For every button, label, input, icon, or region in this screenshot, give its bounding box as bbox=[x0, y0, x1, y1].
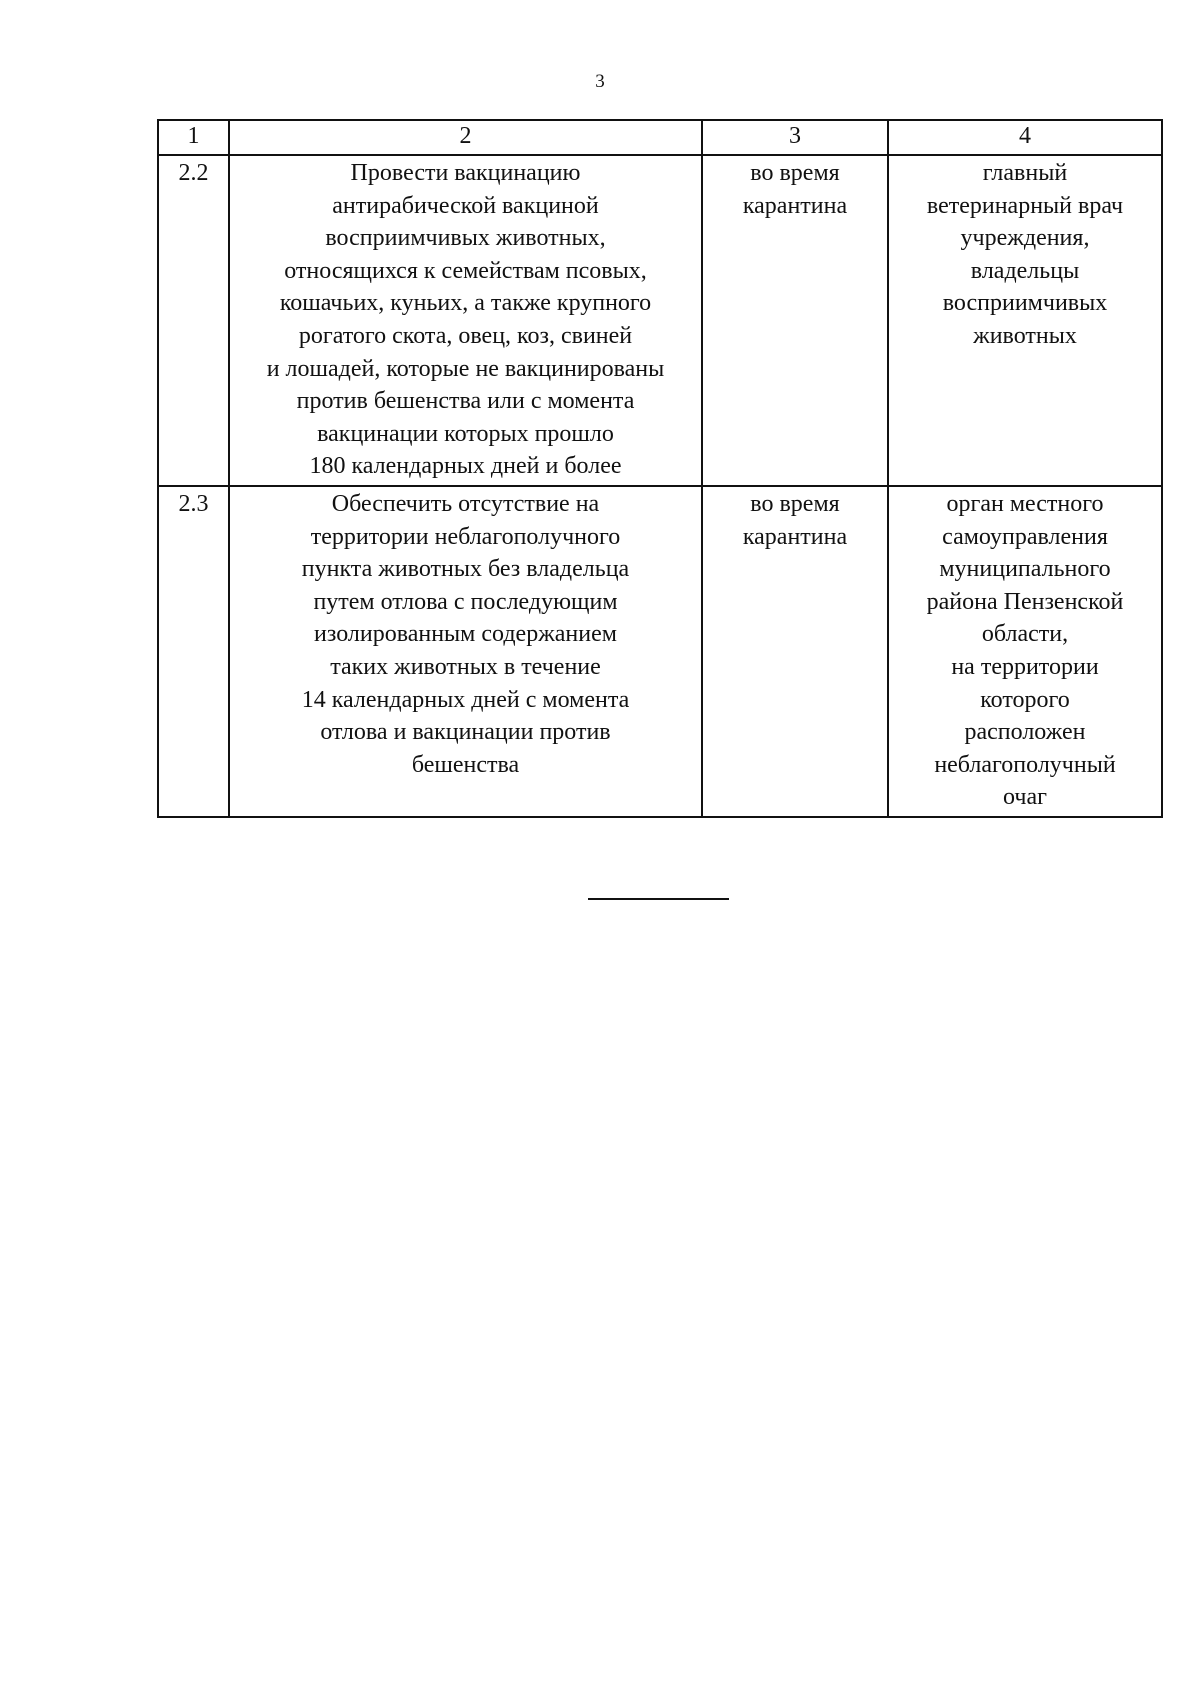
responsible-line: на территории bbox=[951, 653, 1099, 680]
activity-line: 180 календарных дней и более bbox=[309, 453, 622, 480]
measures-table bbox=[157, 119, 1163, 818]
responsible-line: ветеринарный врач bbox=[926, 192, 1124, 219]
activity-line: антирабической вакциной bbox=[332, 192, 599, 219]
deadline-line: во время bbox=[750, 160, 840, 186]
page-number: 3 bbox=[595, 71, 605, 92]
deadline-cell bbox=[702, 486, 888, 817]
responsible-line: орган местного bbox=[946, 490, 1104, 517]
activity-line: и лошадей, которые не вакцинированы bbox=[266, 355, 665, 382]
activity-line: бешенства bbox=[411, 751, 520, 778]
activity-line: против бешенства или с момента bbox=[296, 388, 635, 415]
table-row bbox=[158, 486, 1162, 817]
responsible-line: главный bbox=[982, 160, 1068, 186]
end-of-document-rule bbox=[588, 898, 729, 900]
responsible-line: расположен bbox=[964, 719, 1086, 746]
activity-line: пункта животных без владельца bbox=[301, 556, 630, 583]
activity-line: Провести вакцинацию bbox=[350, 160, 581, 186]
header-column-1: 1 bbox=[158, 120, 229, 155]
responsible-line: восприимчивых bbox=[942, 290, 1108, 317]
activity-cell bbox=[229, 486, 702, 817]
header-row bbox=[158, 120, 1162, 155]
row-number: 2.3 bbox=[158, 486, 229, 817]
responsible-line: неблагополучный bbox=[934, 751, 1116, 778]
deadline-line: карантина bbox=[742, 523, 848, 550]
responsible-line: самоуправления bbox=[942, 523, 1108, 550]
table-header bbox=[158, 120, 1162, 155]
activity-line: вакцинации которых прошло bbox=[317, 420, 614, 447]
activity-line: территории неблагополучного bbox=[310, 523, 621, 550]
activity-line: отлова и вакцинации против bbox=[320, 719, 611, 746]
responsible-line: муниципального bbox=[939, 556, 1111, 583]
activity-line: Обеспечить отсутствие на bbox=[331, 490, 600, 517]
responsible-line: области, bbox=[981, 621, 1069, 648]
header-column-4: 4 bbox=[888, 120, 1162, 155]
table-row bbox=[158, 155, 1162, 486]
deadline-cell bbox=[702, 155, 888, 486]
responsible-cell bbox=[888, 486, 1162, 817]
activity-line: таких животных в течение bbox=[330, 653, 601, 680]
deadline-line: карантина bbox=[742, 192, 848, 219]
activity-line: кошачьих, куньих, а также крупного bbox=[279, 290, 652, 317]
activity-line: путем отлова с последующим bbox=[313, 588, 618, 615]
responsible-line: которого bbox=[980, 686, 1070, 713]
responsible-line: животных bbox=[973, 322, 1077, 349]
header-column-3: 3 bbox=[702, 120, 888, 155]
responsible-line: владельцы bbox=[970, 257, 1080, 284]
activity-line: рогатого скота, овец, коз, свиней bbox=[298, 322, 633, 349]
row-number: 2.2 bbox=[158, 155, 229, 486]
activity-line: восприимчивых животных, bbox=[325, 225, 606, 252]
deadline-line: во время bbox=[750, 490, 840, 517]
activity-line: 14 календарных дней с момента bbox=[301, 686, 630, 713]
responsible-line: очаг bbox=[1003, 784, 1047, 811]
activity-line: изолированным содержанием bbox=[314, 621, 617, 648]
responsible-line: района Пензенской bbox=[926, 588, 1124, 615]
responsible-cell bbox=[888, 155, 1162, 486]
activity-line: относящихся к семействам псовых, bbox=[284, 257, 647, 284]
activity-cell bbox=[229, 155, 702, 486]
table-body bbox=[158, 155, 1162, 817]
header-column-2: 2 bbox=[229, 120, 702, 155]
responsible-line: учреждения, bbox=[960, 225, 1090, 252]
